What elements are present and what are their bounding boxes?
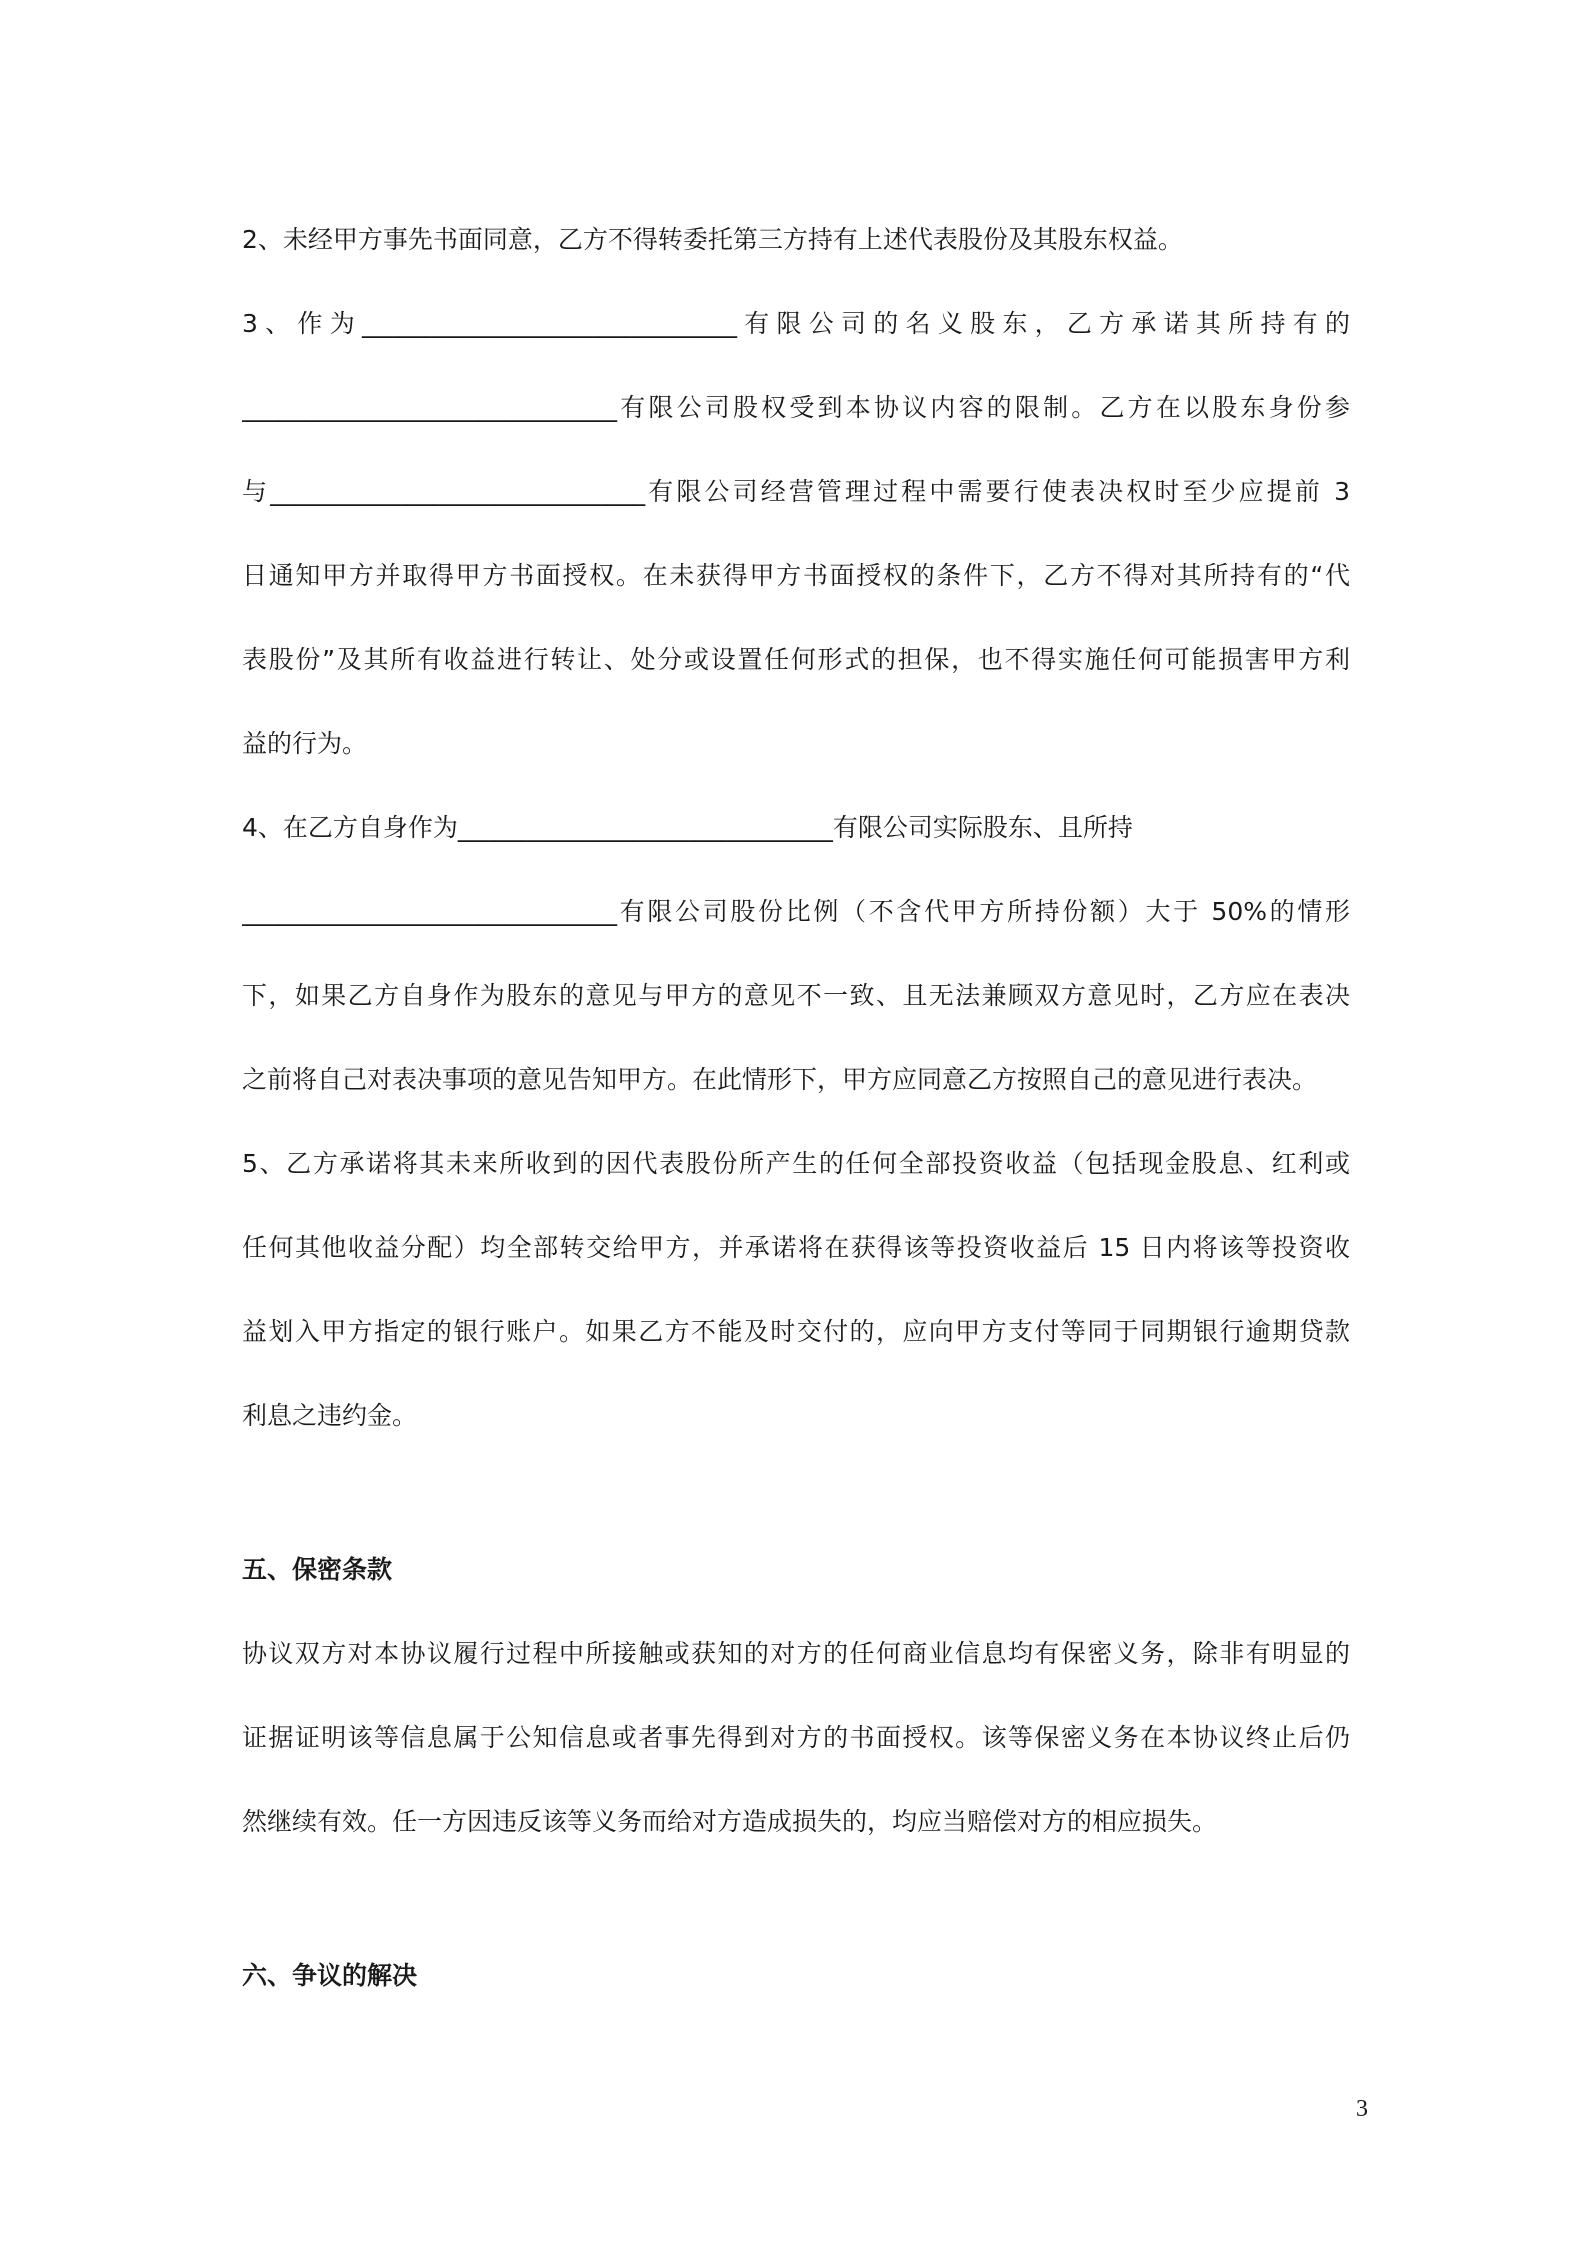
- clause-item-4: [242, 786, 1350, 1122]
- paragraph-line: 证据证明该等信息属于公知信息或者事先得到对方的书面授权。该等保密义务在本协议终止后仍: [242, 1723, 1350, 1752]
- paragraph-line: 下，如果乙方自身作为股东的意见与甲方的意见不一致、且无法兼顾双方意见时，乙方应在表决: [242, 981, 1350, 1010]
- paragraph-line: ______________________________有限公司股份比例（不含代甲方所持份额）大于 50%的情形: [242, 897, 1350, 926]
- paragraph-line: 与______________________________有限公司经营管理过程中需要行使表决权时至少应提前 3: [242, 477, 1350, 506]
- paragraph-line: 5、乙方承诺将其未来所收到的因代表股份所产生的任何全部投资收益（包括现金股息、红利或: [242, 1149, 1350, 1178]
- paragraph-line: 协议双方对本协议履行过程中所接触或获知的对方的任何商业信息均有保密义务，除非有明显的: [242, 1639, 1350, 1668]
- page-content: [242, 198, 1350, 2018]
- paragraph-line: 日通知甲方并取得甲方书面授权。在未获得甲方书面授权的条件下，乙方不得对其所持有的“代: [242, 561, 1350, 590]
- paragraph-line: 3、作为______________________________有限公司的名义股东，乙方承诺其所持有的: [242, 309, 1350, 338]
- paragraph-line: ______________________________有限公司股权受到本协议内容的限制。乙方在以股东身份参: [242, 393, 1350, 422]
- paragraph-line: 表股份”及其所有收益进行转让、处分或设置任何形式的担保，也不得实施任何可能损害甲方利: [242, 645, 1350, 674]
- section-heading: 五、保密条款: [242, 1555, 393, 1584]
- paragraph-line: 任何其他收益分配）均全部转交给甲方，并承诺将在获得该等投资收益后 15 日内将该等投资收: [242, 1233, 1350, 1262]
- paragraph-line: 之前将自己对表决事项的意见告知甲方。在此情形下，甲方应同意乙方按照自己的意见进行表决。: [242, 1065, 1318, 1094]
- section-spacer: [242, 1864, 1350, 1934]
- paragraph-line: 益划入甲方指定的银行账户。如果乙方不能及时交付的，应向甲方支付等同于同期银行逾期贷款: [242, 1317, 1350, 1346]
- clause-item-2: [242, 198, 1350, 282]
- section-dispute-resolution: [242, 1934, 1350, 2018]
- paragraph-line: 4、在乙方自身作为______________________________有限公司实际股东、且所持: [242, 813, 1133, 842]
- paragraph-line: 然继续有效。任一方因违反该等义务而给对方造成损失的，均应当赔偿对方的相应损失。: [242, 1807, 1218, 1836]
- paragraph-line: 利息之违约金。: [242, 1401, 418, 1430]
- section-confidentiality: [242, 1528, 1350, 1864]
- section-spacer: [242, 1458, 1350, 1528]
- clause-item-3: [242, 282, 1350, 786]
- clause-item-5: [242, 1122, 1350, 1458]
- paragraph-line: 2、未经甲方事先书面同意，乙方不得转委托第三方持有上述代表股份及其股东权益。: [242, 225, 1183, 254]
- page-number: 3: [1356, 2096, 1368, 2122]
- section-heading: 六、争议的解决: [242, 1961, 418, 1990]
- paragraph-line: 益的行为。: [242, 729, 368, 758]
